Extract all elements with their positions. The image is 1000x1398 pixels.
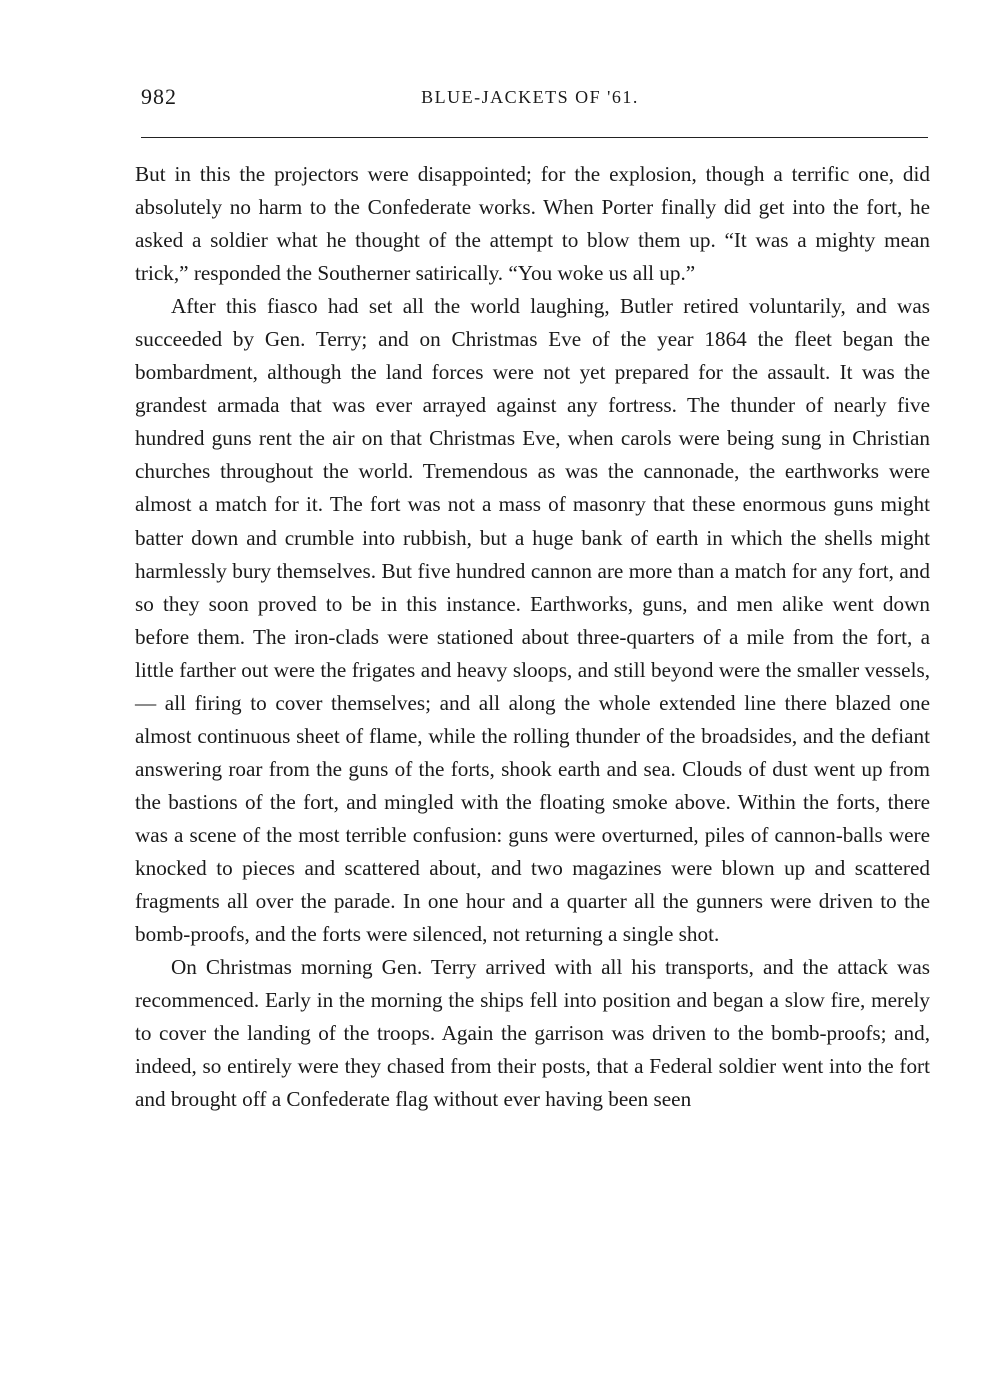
header-rule <box>141 137 928 138</box>
running-title: BLUE-JACKETS OF '61. <box>421 87 639 107</box>
body-text <box>135 158 930 1116</box>
page-number: 982 <box>141 84 177 109</box>
paragraph-bombardment: After this fiasco had set all the world laughing, Butler retired voluntarily, and was succeeded by Gen. Terry; and on Christmas Eve of the year 1864 the fleet began the bombardment, although the land forces were not yet prepared for the assault. It was the grandest armada that was ever arrayed against any fortress. The thunder of nearly five hundred guns rent the air on that Christmas Eve, when carols were being sung in Christian churches throughout the world. Tremendous as was the cannonade, the earthworks were almost a match for it. The fort was not a mass of masonry that these enormous guns might batter down and crumble into rubbish, but a huge bank of earth in which the shells might harmlessly bury themselves. But five hundred cannon are more than a match for any fort, and so they soon proved to be in this instance. Earthworks, guns, and men alike went down before them. The iron-clads were stationed about three-quarters of a mile from the fort, a little farther out were the frigates and heavy sloops, and still beyond were the smaller vessels, — all firing to cover themselves; and all along the whole extended line there blazed one almost continuous sheet of flame, while the rolling thunder of the broadsides, and the defiant answering roar from the guns of the forts, shook earth and sea. Clouds of dust went up from the bastions of the fort, and mingled with the floating smoke above. Within the forts, there was a scene of the most terrible confusion: guns were overturned, piles of cannon-balls were knocked to pieces and scattered about, and two magazines were blown up and scattered fragments all over the parade. In one hour and a quarter all the gunners were driven to the bomb-proofs, and the forts were silenced, not returning a single shot. <box>135 294 930 947</box>
paragraph-continuation: But in this the projectors were disappointed; for the explosion, though a terrific one, did absolutely no harm to the Confederate works. When Porter finally did get into the fort, he asked a soldier what he thought of the attempt to blow them up. “It was a mighty mean trick,” responded the Southerner satirically. “You woke us all up.” <box>135 162 930 286</box>
paragraph-christmas-morning: On Christmas morning Gen. Terry arrived with all his transports, and the attack was recommenced. Early in the morning the ships fell into position and began a slow fire, merely to cover the landing of the troops. Again the garrison was driven to the bomb-proofs; and, indeed, so entirely were they chased from their posts, that a Federal soldier went into the fort and brought off a Confederate flag without ever having been seen <box>135 955 930 1112</box>
